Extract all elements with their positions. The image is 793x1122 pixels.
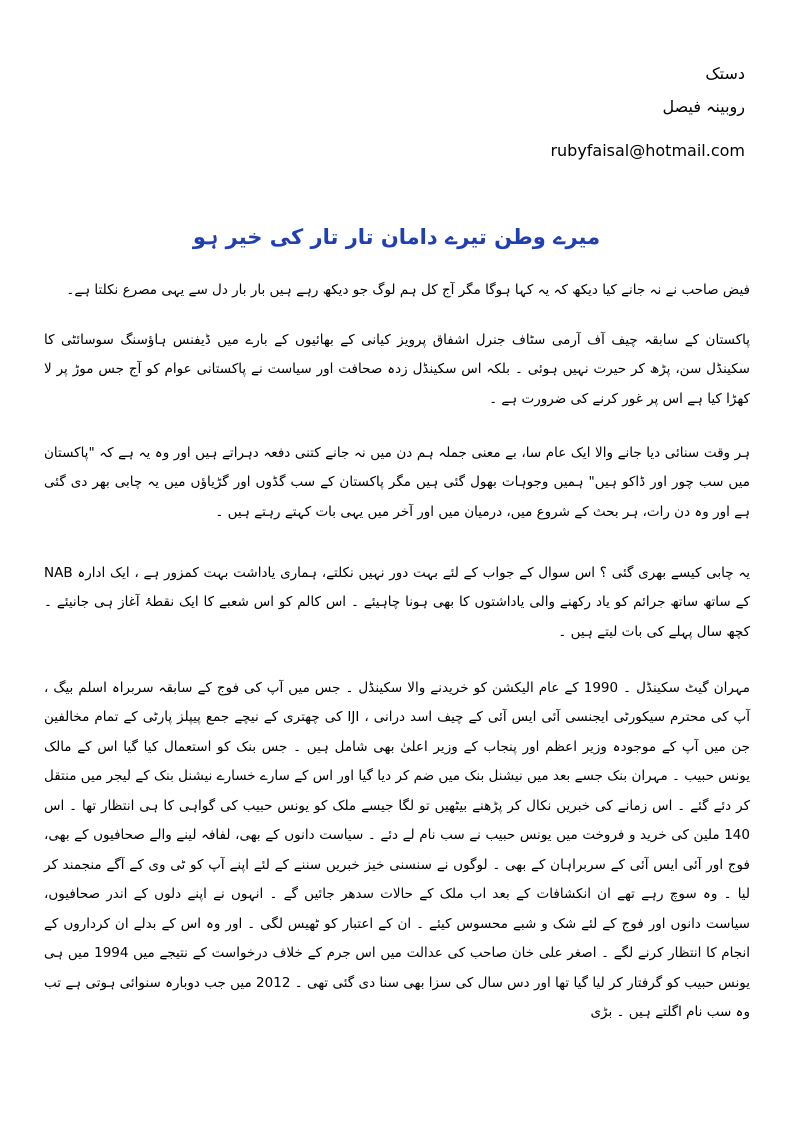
paragraph: پاکستان کے سابقہ چیف آف آرمی سٹاف جنرل اشفاق پرویز کیانی کے بھائیوں کے بارے میں ڈیفنس ہاؤسنگ سوسائٹی کا سکینڈل سن، پڑھ کر حیرت نہیں ہوئی ۔ بلکہ اس سکینڈل زدہ صحافت اور سیاست نے پاکستانی عوام کو آج جس موڑ پر لا کھڑا کیا ہے اس پر غور کرنے کی ضرورت ہے ۔ bbox=[44, 331, 750, 407]
paragraph: یہ چابی کیسے بھری گئی ؟ اس سوال کے جواب کے لئے بہت دور نہیں نکلتے، ہماری یاداشت بہت کمزور ہے ، ایک ادارہ NAB کے ساتھ ساتھ جرائم کو یاد رکھنے والی یاداشتوں کا بھی ہونا چاہیئے ۔ اس کالم کو اس شعبے کا ایک نقطۂ آغاز ہی جانیئے ۔ کچھ سال پہلے کی بات لیتے ہیں ۔ bbox=[44, 564, 750, 640]
column-label: دستک bbox=[705, 64, 745, 83]
paragraph: مہران گیٹ سکینڈل ۔ 1990 کے عام الیکشن کو خریدنے والا سکینڈل ۔ جس میں آپ کی فوج کے سابقہ سربراہ اسلم بیگ ، آپ کی محترم سیکورٹی ایجنسی آئی ایس آئی کے چیف اسد درانی ، IJI کی چھتری کے نیچے جمع پیپلز پارٹی کے تمام مخالفین جن میں آپ کے موجودہ وزیر اعظم اور پنجاب کے وزیر اعلیٰ بھی شامل ہیں ۔ جس بنک کو استعمال کیا گیا اس کے مالک یونس حبیب ۔ مہران بنک جسے بعد میں نیشنل بنک میں ضم کر دیا گیا اور اس کے سارے خسارے نیشنل بنک کے لیجر میں منتقل کر دئے گئے ۔ اس زمانے کی خبریں نکال کر پڑھنے بیٹھیں تو لگا جیسے ملک کو یونس حبیب کی گواہی کا ہی انتظار تھا ۔ اس 140 ملین کی خرید و فروخت میں یونس حبیب نے سب نام لے دئے ۔ سیاست دانوں کے بھی، لفافہ لینے والے صحافیوں کے بھی، فوج اور آئی ایس آئی کے سربراہان کے بھی ۔ لوگوں نے سنسنی خیز خبریں سننے کے لئے اپنے آپ کو ٹی وی کے آگے منجمند کر لیا ۔ وہ سوچ رہے تھے ان انکشافات کے بعد اب ملک کے حالات سدھر جائیں گے ۔ انہوں نے اپنے دلوں کے اندر صحافیوں، سیاست دانوں اور فوج کے لئے شک و شبے محسوس کیئے ۔ ان کے اعتبار کو ٹھیس لگی ۔ اور وہ اس کے بدلے ان کرداروں کے انجام کا انتظار کرنے لگے ۔ اصغر علی خان صاحب کی عدالت میں اس جرم کے خلاف درخواست کے نتیجے میں 1994 میں ہی یونس حبیب کو گرفتار کر لیا گیا تھا اور دس سال کی سزا بھی سنا دی گئی تھی ۔ 2012 میں جب دوبارہ سنوائی ہوتی ہے تب وہ سب نام اگلتے ہیں ۔ بڑی bbox=[44, 679, 750, 1020]
author-email: rubyfaisal@hotmail.com bbox=[550, 141, 745, 160]
paragraph: ہر وقت سنائی دیا جانے والا ایک عام سا، بے معنی جملہ ہم دن میں نہ جانے کتنی دفعہ دہراتے ہیں اور وہ یہ ہے کہ "پاکستان میں سب چور اور ڈاکو ہیں" ہمیں وجوہات بھول گئی ہیں مگر پاکستان کے سب گڈوں اور گڑیاؤں میں یہ چابی بھر دی گئی ہے اور وہ دن رات، ہر بحث کے شروع میں، درمیان میں اور آخر میں یہی بات کہتے رہتے ہیں ۔ bbox=[44, 444, 750, 520]
author-name: روبینہ فیصل bbox=[662, 97, 745, 116]
article-title: میرے وطن تیرے دامان تار تار کی خیر ہو bbox=[192, 225, 601, 249]
paragraph: فیض صاحب نے نہ جانے کیا دیکھ کہ یہ کہا ہوگا مگر آج کل ہم لوگ جو دیکھ رہے ہیں بار بار دل سے یہی مصرع نکلتا ہے۔ bbox=[66, 281, 750, 298]
